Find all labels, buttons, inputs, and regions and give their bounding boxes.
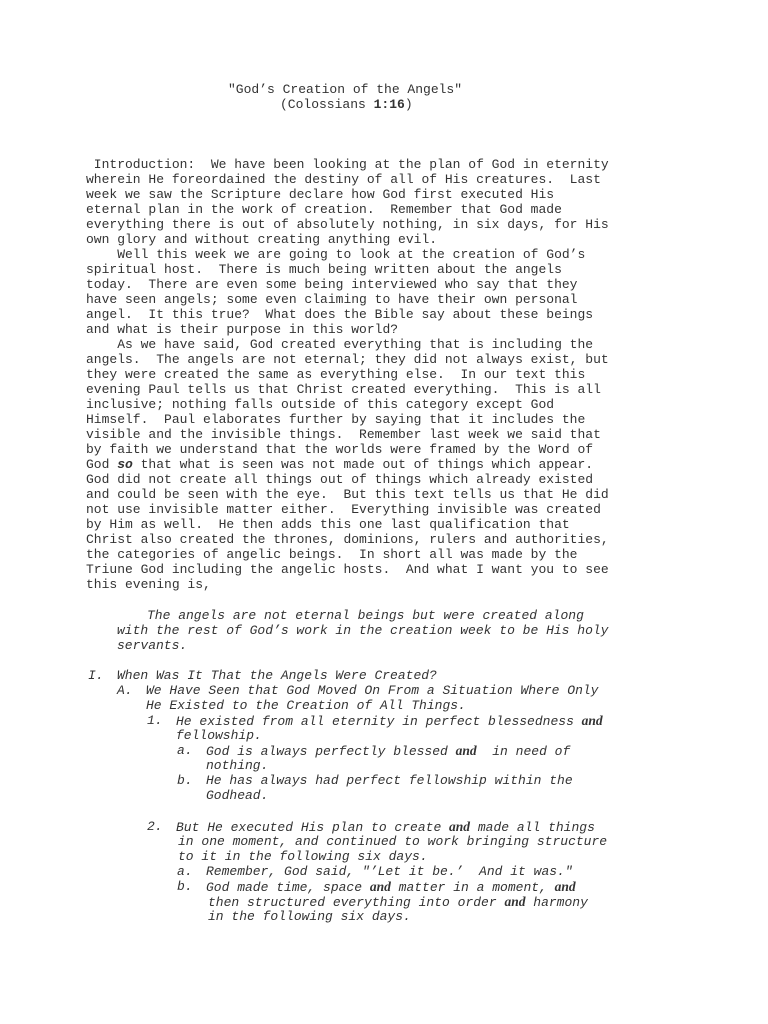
body-line: own glory and without creating anything evil. [86, 232, 438, 247]
body-line: angels. The angels are not eternal; they did not always exist, but [86, 352, 609, 367]
body-line: by Him as well. He then adds this one last qualification that [86, 517, 570, 532]
body-line: week we saw the Scripture declare how God first executed His [86, 187, 555, 202]
outline-point-1a [206, 743, 570, 759]
outline-point-1b-cont: Godhead. [206, 788, 269, 803]
body-line: Triune God including the angelic hosts. And what I want you to see [86, 562, 609, 577]
outline-heading-A-cont: He Existed to the Creation of All Things. [146, 698, 466, 713]
point-text: harmony [525, 895, 588, 910]
conjunction: and [369, 879, 391, 894]
sermon-title: "God’s Creation of the Angels" [228, 82, 463, 97]
outline-heading-I: When Was It That the Angels Were Created? [117, 668, 437, 683]
so-before: God [86, 457, 118, 472]
body-line: inclusive; nothing falls outside of this category except God [86, 397, 555, 412]
body-line: and what is their purpose in this world? [86, 322, 399, 337]
conjunction: and [449, 819, 471, 834]
body-line: this evening is, [86, 577, 211, 592]
body-line: eternal plan in the work of creation. Remember that God made [86, 202, 562, 217]
point-text: matter in a moment, [390, 880, 555, 895]
outline-point-2-cont: to it in the following six days. [178, 849, 428, 864]
outline-point-2b [206, 879, 576, 895]
outline-number: a. [177, 864, 193, 879]
emphasized-word: so [117, 457, 133, 472]
outline-point-1 [176, 713, 603, 729]
point-text: God made time, space [206, 880, 370, 895]
outline-number: b. [177, 773, 193, 788]
point-text: God is always perfectly blessed [206, 744, 456, 759]
body-line: Introduction: We have been looking at the plan of God in eternity [86, 157, 609, 172]
outline-point-2b-cont [208, 894, 588, 910]
outline-number: 1. [147, 713, 163, 728]
outline-point-2a: Remember, God said, "’Let it be.’ And it was." [206, 864, 573, 879]
point-text: But He executed His plan to create [176, 820, 450, 835]
body-line: As we have said, God created everything that is including the [86, 337, 594, 352]
outline-number: a. [177, 743, 193, 758]
scripture-close: ) [404, 97, 413, 112]
outline-point-1-cont: fellowship. [176, 728, 262, 743]
conjunction: and [581, 713, 603, 728]
point-text: then structured everything into order [208, 895, 505, 910]
body-line: everything there is out of absolutely nothing, in six days, for His [86, 217, 609, 232]
body-line: Well this week we are going to look at the creation of God’s [86, 247, 586, 262]
outline-number: I. [88, 668, 104, 683]
body-line-emphasis [86, 457, 593, 472]
so-after: that what is seen was not made out of things which appear. [132, 457, 594, 472]
thesis-line: The angels are not eternal beings but were created along [147, 608, 584, 623]
body-line: angel. It this true? What does the Bible say about these beings [86, 307, 594, 322]
outline-number: b. [177, 879, 193, 894]
scripture-book: (Colossians [280, 97, 374, 112]
body-line: today. There are even some being interviewed who say that they [86, 277, 578, 292]
body-line: the categories of angelic beings. In short all was made by the [86, 547, 578, 562]
body-line: by faith we understand that the worlds were framed by the Word of [86, 442, 594, 457]
outline-number: A. [117, 683, 133, 698]
conjunction: and [455, 743, 477, 758]
body-line: they were created the same as everything else. In our text this [86, 367, 586, 382]
outline-heading-A: We Have Seen that God Moved On From a Situation Where Only [146, 683, 599, 698]
outline-number: 2. [147, 819, 163, 834]
body-line: evening Paul tells us that Christ created everything. This is all [86, 382, 601, 397]
point-text: made all things [470, 820, 595, 835]
body-line: God did not create all things out of things which already existed [86, 472, 594, 487]
thesis-line: servants. [117, 638, 188, 653]
scripture-reference [280, 97, 413, 112]
body-line: spiritual host. There is much being written about the angels [86, 262, 562, 277]
body-line: visible and the invisible things. Remember last week we said that [86, 427, 601, 442]
conjunction: and [504, 894, 526, 909]
outline-point-2b-cont: in the following six days. [208, 909, 411, 924]
body-line: Christ also created the thrones, dominions, rulers and authorities, [86, 532, 609, 547]
body-line: not use invisible matter either. Everything invisible was created [86, 502, 601, 517]
outline-point-2 [176, 819, 595, 835]
outline-point-1b: He has always had perfect fellowship within the [206, 773, 573, 788]
point-text: He existed from all eternity in perfect blessedness [176, 714, 582, 729]
body-line: and could be seen with the eye. But this text tells us that He did [86, 487, 609, 502]
thesis-line: with the rest of God’s work in the creation week to be His holy [117, 623, 609, 638]
conjunction: and [554, 879, 576, 894]
point-text: in need of [476, 744, 571, 759]
outline-point-2-cont: in one moment, and continued to work bringing structure [178, 834, 608, 849]
body-line: wherein He foreordained the destiny of all of His creatures. Last [86, 172, 601, 187]
body-line: Himself. Paul elaborates further by saying that it includes the [86, 412, 586, 427]
scripture-verse: 1:16 [373, 97, 405, 112]
body-line: have seen angels; some even claiming to have their own personal [86, 292, 578, 307]
outline-point-1a-cont: nothing. [206, 758, 269, 773]
